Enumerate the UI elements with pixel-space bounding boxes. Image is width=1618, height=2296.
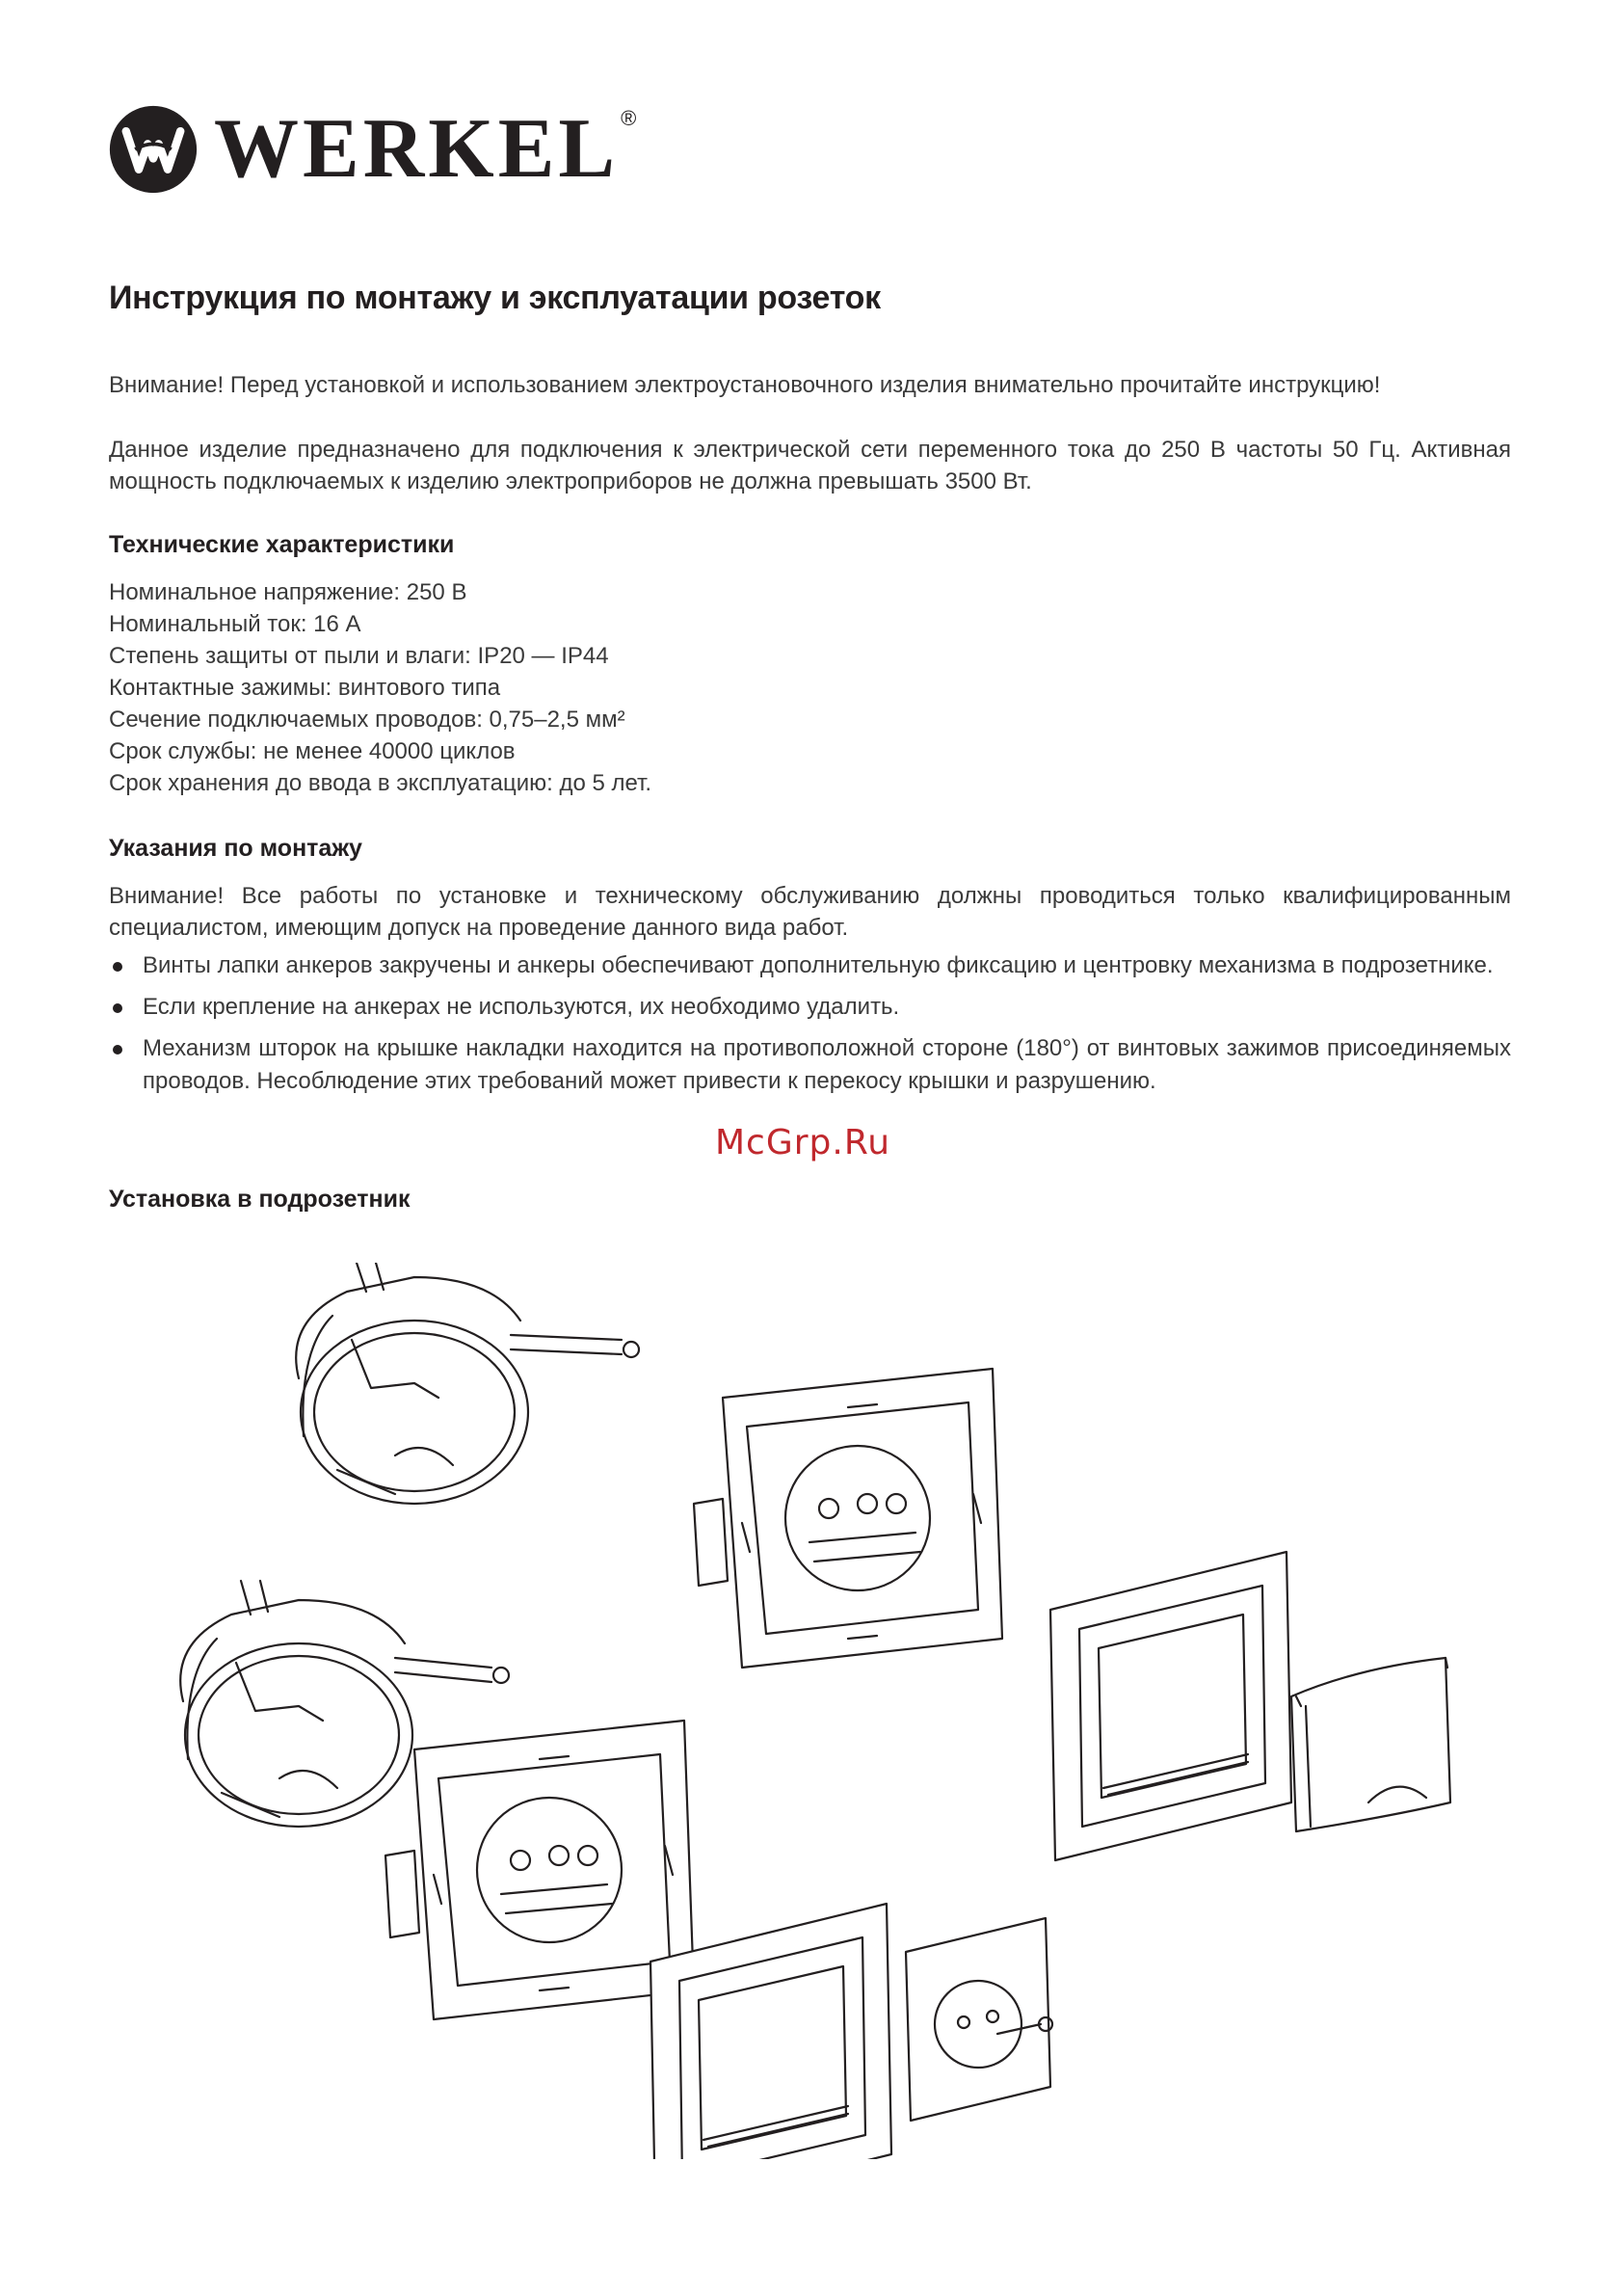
installation-exploded-diagram xyxy=(106,1263,1494,2159)
cover-frame-upper xyxy=(1050,1552,1291,1860)
mounting-warning: Внимание! Все работы по установке и техническому обслуживанию должны проводиться только квалифицированным специалистом, имеющим допуск на проведение данного вида работ. xyxy=(109,883,1511,941)
specs-heading: Технические характеристики xyxy=(109,531,455,558)
bullet-icon xyxy=(113,1045,122,1055)
bullet-icon xyxy=(113,1003,122,1013)
socket-mechanism-lower xyxy=(385,1721,694,2019)
bullet-icon xyxy=(113,962,122,972)
spec-item: Срок хранения до ввода в эксплуатацию: до 5 лет. xyxy=(109,770,652,796)
mounting-bullets xyxy=(109,949,1511,1107)
list-item-text: Винты лапки анкеров закручены и анкеры обеспечивают дополнительную фиксацию и центровку механизма в подрозетнике. xyxy=(143,952,1494,978)
brand-name: WERKEL xyxy=(214,102,620,196)
mounting-heading: Указания по монтажу xyxy=(109,835,362,862)
list-item xyxy=(109,991,1511,1024)
intro-warning: Внимание! Перед установкой и использованием электроустановочного изделия внимательно прочитайте инструкцию! xyxy=(109,372,1381,398)
installation-heading: Установка в подрозетник xyxy=(109,1186,411,1213)
list-item-text: Если крепление на анкерах не используются, их необходимо удалить. xyxy=(143,994,900,1020)
registered-mark: ® xyxy=(621,106,637,130)
flip-cover xyxy=(1291,1658,1450,1831)
specs-list xyxy=(109,576,651,799)
mounting-box-upper xyxy=(296,1263,639,1504)
socket-mechanism-upper xyxy=(694,1369,1002,1668)
spec-item: Номинальный ток: 16 А xyxy=(109,611,361,637)
spec-item: Степень защиты от пыли и влаги: IP20 — IP44 xyxy=(109,643,609,669)
spec-item: Сечение подключаемых проводов: 0,75–2,5 мм² xyxy=(109,707,625,733)
list-item xyxy=(109,949,1511,982)
spec-item: Номинальное напряжение: 250 В xyxy=(109,579,467,605)
watermark: McGrp.Ru xyxy=(715,1123,891,1162)
brand-logo xyxy=(108,104,636,195)
page-title: Инструкция по монтажу и эксплуатации розеток xyxy=(109,280,881,316)
purpose-paragraph: Данное изделие предназначено для подключения к электрической сети переменного тока до 250 В частоты 50 Гц. Активная мощность подключаемых к изделию электроприборов не должна превышать 3500 Вт. xyxy=(109,437,1511,494)
spec-item: Срок службы: не менее 40000 циклов xyxy=(109,738,516,764)
list-item-text: Механизм шторок на крышке накладки находится на противоположной стороне (180°) от винтовых зажимов присоединяемых проводов. Несоблюдение этих требований может привести к перекосу крышки и разрушению. xyxy=(143,1035,1511,1094)
spec-item: Контактные зажимы: винтового типа xyxy=(109,675,501,701)
socket-face-plate xyxy=(906,1918,1052,2121)
list-item xyxy=(109,1032,1511,1098)
werkel-logo-icon xyxy=(108,104,199,195)
